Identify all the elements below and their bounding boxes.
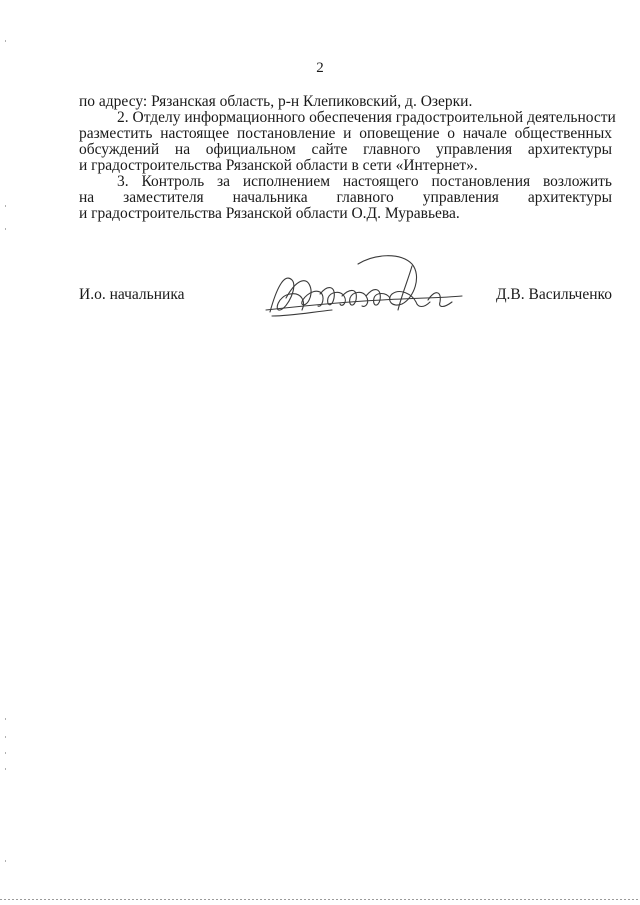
paragraph-3-line-3: и градостроительства Рязанской области О.Д. Муравьева.: [79, 205, 460, 222]
scan-bottom-edge: [0, 899, 640, 900]
signatory-position: И.о. начальника: [79, 286, 185, 303]
paragraph-1-line-1: по адресу: Рязанская область, р-н Клепиковский, д. Озерки.: [79, 93, 473, 110]
page-number: 2: [316, 60, 324, 76]
paragraph-3-line-1: 3. Контроль за исполнением настоящего постановления возложить: [117, 173, 612, 190]
paragraph-2-line-3: обсуждений на официальном сайте главного управления архитектуры: [79, 141, 612, 158]
scan-edge-marks: [4, 0, 7, 905]
paragraph-2-line-4: и градостроительства Рязанской области в сети «Интернет».: [79, 157, 478, 174]
signatory-name: Д.В. Васильченко: [495, 286, 612, 303]
paragraph-2-line-1: 2. Отделу информационного обеспечения градостроительной деятельности: [117, 109, 616, 126]
signature-block: [79, 287, 612, 327]
document-body: [79, 93, 616, 222]
paragraph-2-line-2: разместить настоящее постановление и оповещение о начале общественных: [79, 125, 612, 142]
paragraph-3-line-2: на заместителя начальника главного управления архитектуры: [79, 189, 612, 206]
